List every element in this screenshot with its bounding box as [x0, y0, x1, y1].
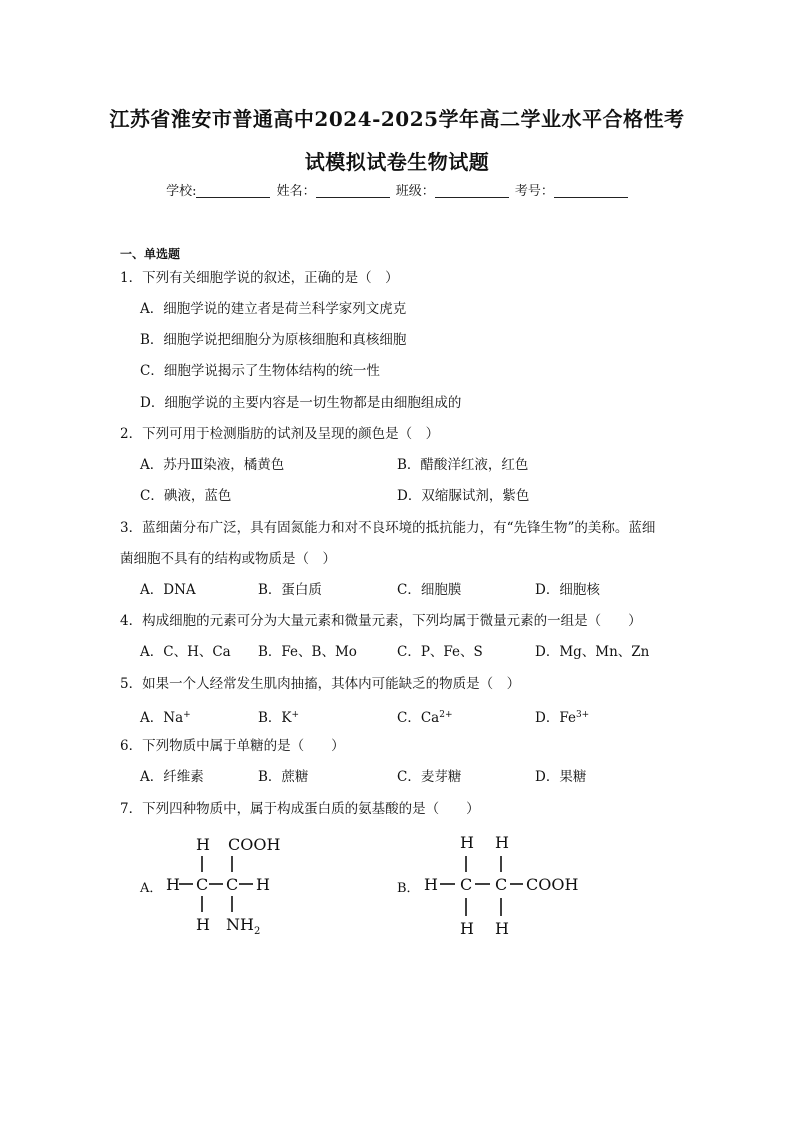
- question-5-option-c[interactable]: [397, 705, 453, 728]
- question-3-option-c[interactable]: C．细胞膜: [397, 582, 462, 598]
- section-title: 一、单选题: [120, 247, 181, 261]
- ion-symbol: Na: [163, 710, 184, 726]
- atom-h-bottom-right: H: [495, 919, 509, 938]
- question-3-option-b[interactable]: B．蛋白质: [258, 582, 322, 598]
- atom-h-left: H: [424, 875, 438, 894]
- question-2-stem: 2．下列可用于检测脂肪的试剂及呈现的颜色是（ ）: [120, 426, 440, 442]
- question-3-stem-line2: 菌细胞不具有的结构或物质是（ ）: [120, 551, 336, 567]
- ion-charge: +: [291, 710, 300, 720]
- student-info-row: [0, 180, 794, 199]
- name-blank[interactable]: [316, 183, 390, 198]
- atom-h-top-right: H: [495, 833, 509, 852]
- question-5-stem: 5．如果一个人经常发生肌肉抽搐，其体内可能缺乏的物质是（ ）: [120, 676, 521, 692]
- question-5-option-a[interactable]: [140, 705, 191, 728]
- atom-h-right: H: [256, 875, 270, 894]
- question-7-option-b-label[interactable]: B．: [397, 881, 420, 896]
- atom-c2: C: [495, 875, 508, 894]
- question-7-option-a-label[interactable]: A．: [140, 881, 163, 896]
- school-blank[interactable]: [196, 183, 270, 198]
- question-4-stem: 4．构成细胞的元素可分为大量元素和微量元素，下列均属于微量元素的一组是（ ）: [120, 613, 642, 629]
- question-6-option-b[interactable]: B．蔗糖: [258, 769, 309, 785]
- question-1-option-d[interactable]: D．细胞学说的主要内容是一切生物都是由细胞组成的: [140, 395, 462, 411]
- option-prefix: A．: [140, 710, 164, 726]
- question-1-stem: 1．下列有关细胞学说的叙述，正确的是（ ）: [120, 270, 399, 286]
- ion-symbol: K: [281, 710, 292, 726]
- ion-charge: +: [183, 710, 191, 720]
- exam-number-blank[interactable]: [554, 183, 628, 198]
- atom-h-top-left: H: [196, 835, 210, 854]
- question-1-option-a[interactable]: A．细胞学说的建立者是荷兰科学家列文虎克: [140, 301, 407, 317]
- class-label: 班级：: [395, 184, 435, 199]
- class-blank[interactable]: [435, 183, 509, 198]
- question-6-option-a[interactable]: A．纤维素: [140, 769, 204, 785]
- atom-h-bottom-left: H: [196, 915, 210, 934]
- atom-c1: C: [196, 875, 209, 894]
- question-3-option-a[interactable]: A．DNA: [140, 582, 196, 598]
- subscript-2: 2: [254, 926, 261, 937]
- exam-number-label: 考号：: [514, 184, 554, 199]
- school-label: 学校:: [166, 184, 197, 199]
- bonds-b: [440, 856, 523, 916]
- question-4-option-c[interactable]: C．P、Fe、S: [397, 644, 483, 660]
- option-prefix: D．: [535, 710, 560, 726]
- question-6-option-c[interactable]: C．麦芽糖: [397, 769, 462, 785]
- question-7-structure-b[interactable]: [418, 830, 598, 940]
- question-4-option-a[interactable]: A．C、H、Ca: [140, 644, 231, 660]
- ion-symbol: Fe: [559, 710, 576, 726]
- question-5-option-d[interactable]: [535, 705, 589, 728]
- question-3-stem-line1: 3．蓝细菌分布广泛，具有固氮能力和对不良环境的抵抗能力，有“先锋生物”的美称。蓝细: [120, 520, 656, 536]
- name-label: 姓名：: [276, 184, 316, 199]
- group-cooh-right: COOH: [526, 875, 579, 894]
- question-1-option-b[interactable]: B．细胞学说把细胞分为原核细胞和真核细胞: [140, 332, 407, 348]
- atom-c1: C: [460, 875, 473, 894]
- question-7-stem: 7．下列四种物质中，属于构成蛋白质的氨基酸的是（ ）: [120, 801, 480, 817]
- group-cooh-top: COOH: [228, 835, 281, 854]
- atom-h-left: H: [166, 875, 180, 894]
- atom-h-top-left: H: [460, 833, 474, 852]
- exam-title-line1: 江苏省淮安市普通高中2024-2025学年高二学业水平合格性考: [109, 107, 685, 131]
- question-4-option-d[interactable]: D．Mg、Mn、Zn: [535, 644, 650, 660]
- option-prefix: B．: [258, 710, 282, 726]
- ion-charge: 3+: [575, 710, 590, 720]
- bonds-a: [179, 856, 253, 912]
- question-2-option-c[interactable]: C．碘液，蓝色: [140, 488, 232, 504]
- question-2-option-b[interactable]: B．醋酸洋红液，红色: [397, 457, 529, 473]
- question-4-option-b[interactable]: B．Fe、B、Mo: [258, 644, 357, 660]
- atom-c2: C: [226, 875, 239, 894]
- question-2-option-d[interactable]: D．双缩脲试剂，紫色: [397, 488, 530, 504]
- ion-charge: 2+: [439, 710, 453, 720]
- question-1-option-c[interactable]: C．细胞学说揭示了生物体结构的统一性: [140, 363, 380, 379]
- option-prefix: C．: [397, 710, 421, 726]
- question-6-option-d[interactable]: D．果糖: [535, 769, 587, 785]
- ion-symbol: Ca: [420, 710, 440, 726]
- question-3-option-d[interactable]: D．细胞核: [535, 582, 600, 598]
- question-5-option-b[interactable]: [258, 705, 299, 728]
- question-6-stem: 6．下列物质中属于单糖的是（ ）: [120, 738, 345, 754]
- group-nh-bottom: NH: [226, 915, 254, 934]
- atom-h-bottom-left: H: [460, 919, 474, 938]
- question-7-structure-a[interactable]: [160, 832, 300, 940]
- question-2-option-a[interactable]: A．苏丹Ⅲ染液，橘黄色: [140, 457, 285, 473]
- exam-title-line2: 试模拟试卷生物试题: [304, 150, 490, 174]
